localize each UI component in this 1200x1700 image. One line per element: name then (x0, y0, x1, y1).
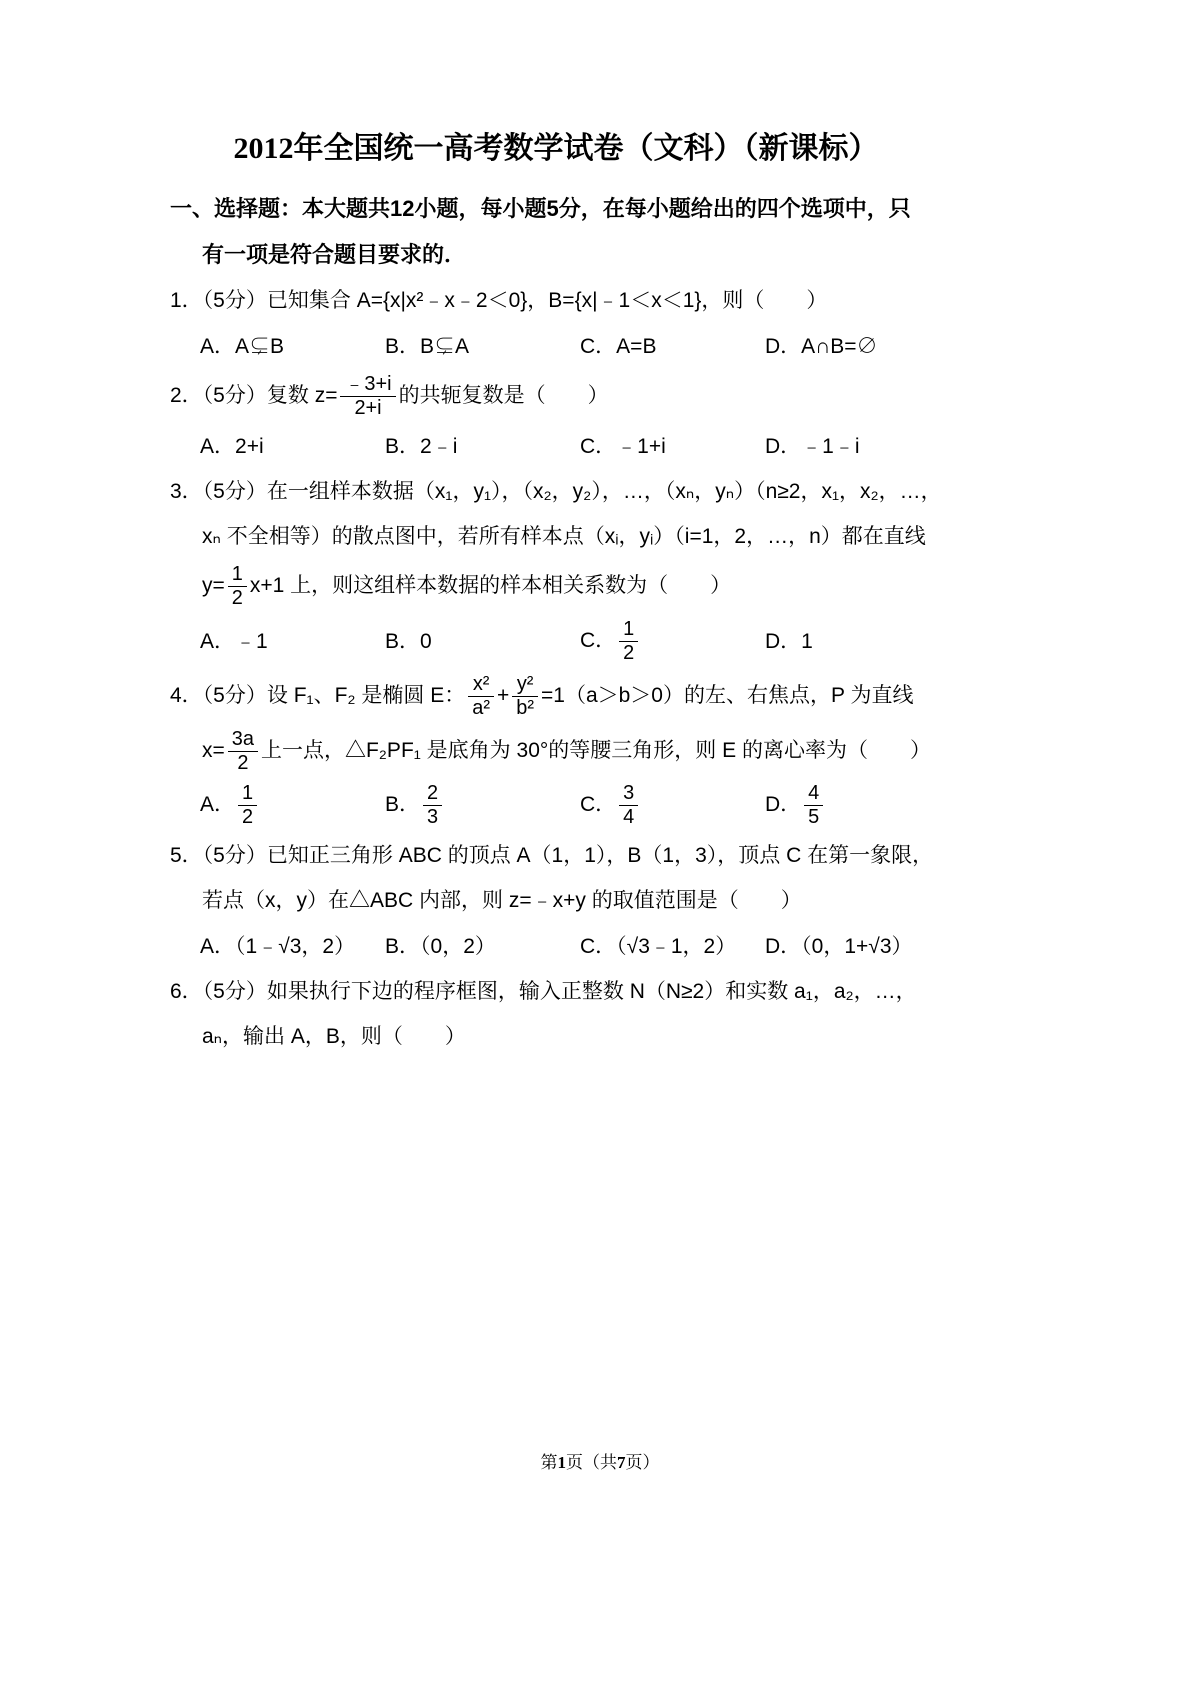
fraction-denominator: 2 (238, 805, 257, 829)
option-label: B． (385, 334, 421, 358)
footer-text: 页） (625, 1453, 660, 1472)
fraction (423, 782, 442, 829)
fraction-numerator: 1 (231, 562, 243, 585)
fraction-numerator: 3a (231, 727, 254, 750)
question-5-stem: 5．（5分）已知正三角形 ABC 的顶点 A（1，1），B（1，3），顶点 C 在第一象限，若点（x，y）在△ABC 内部，则 z=﹣x+y 的取值范围是（ ） (170, 844, 934, 913)
question-1 (170, 278, 942, 368)
option-text: ﹣1 (235, 629, 268, 653)
question-3 (170, 469, 942, 669)
option-text: 2﹣i (420, 434, 458, 458)
option-label: D． (765, 434, 802, 458)
stem-text: =1（a＞b＞0）的左、右焦点，P 为直线 x= (202, 683, 914, 762)
page-footer (0, 1448, 1200, 1473)
option-text: A=B (616, 334, 657, 358)
question-5 (170, 833, 942, 968)
fraction (228, 563, 247, 610)
fraction-numerator: ﹣3+i (344, 372, 392, 395)
fraction-denominator: 5 (804, 805, 823, 829)
option-text: 2+i (235, 434, 264, 458)
question-2-options (200, 424, 942, 469)
question-2-option-c (580, 424, 765, 469)
fraction-denominator: 2 (228, 751, 258, 775)
option-label: A． (200, 629, 236, 653)
fraction (238, 782, 257, 829)
stem-text: 4．（5分）设 F₁、F₂ 是椭圆 E： (170, 683, 466, 707)
option-text: （1﹣√3，2） (235, 934, 356, 958)
fraction (619, 618, 638, 665)
fraction (468, 673, 494, 720)
fraction-denominator: 2+i (340, 396, 395, 420)
option-label: D． (765, 934, 802, 958)
fraction-numerator: 1 (242, 782, 254, 805)
question-5-options (200, 924, 942, 969)
option-text: （0，2） (420, 934, 496, 958)
option-text: ﹣1+i (616, 434, 666, 458)
question-4-options (200, 778, 942, 833)
question-4-option-d (765, 778, 942, 833)
question-3-option-d (765, 619, 942, 664)
fraction-denominator: 3 (423, 805, 442, 829)
option-text: （√3﹣1，2） (616, 934, 737, 958)
question-4-option-b (385, 778, 580, 833)
option-text: ﹣1﹣i (801, 434, 860, 458)
question-4 (170, 669, 942, 834)
stem-text: 的共轭复数是（ ） (398, 383, 609, 407)
option-label: A． (200, 793, 236, 817)
question-2-option-a (200, 424, 385, 469)
option-label: A． (200, 334, 236, 358)
option-label: B． (385, 934, 421, 958)
question-1-option-c (580, 324, 765, 369)
stem-text: 上一点，△F₂PF₁ 是底角为 30°的等腰三角形，则 E 的离心率为（ ） (260, 738, 931, 762)
question-2-option-d (765, 424, 942, 469)
option-text: （0，1+√3） (801, 934, 913, 958)
question-1-stem: 1．（5分）已知集合 A={x|x²﹣x﹣2＜0}，B={x|﹣1＜x＜1}，则（ ） (170, 289, 828, 313)
footer-page-number: 1 (557, 1453, 566, 1472)
question-6 (170, 969, 942, 1059)
fraction (804, 782, 823, 829)
footer-total-pages: 7 (617, 1453, 626, 1472)
stem-text: 2．（5分）复数 z= (170, 383, 338, 407)
section-header (170, 186, 942, 278)
footer-text: 第 (540, 1453, 558, 1472)
fraction-denominator: 4 (619, 805, 638, 829)
question-5-option-d (765, 924, 942, 969)
option-label: B． (385, 434, 421, 458)
question-5-option-a (200, 924, 385, 969)
question-4-option-a (200, 778, 385, 833)
section-header-line1: 一、选择题：本大题共12小题，每小题5分，在每小题给出的四个选项中，只 (170, 196, 911, 221)
option-label: C． (580, 334, 617, 358)
question-6-stem: 6．（5分）如果执行下边的程序框图，输入正整数 N（N≥2）和实数 a₁，a₂，…，aₙ，输出 A，B，则（ ） (170, 979, 917, 1048)
option-label: C． (580, 934, 617, 958)
question-4-option-c (580, 778, 765, 833)
option-label: A． (200, 434, 236, 458)
exam-page-content (170, 128, 942, 1059)
page-title: 2012年全国统一高考数学试卷（文科）（新课标） (233, 132, 879, 165)
fraction-numerator: 1 (623, 617, 635, 640)
fraction-denominator: a² (468, 696, 494, 720)
option-label: C． (580, 628, 617, 652)
option-label: B． (385, 793, 421, 817)
option-text: A⊊B (235, 334, 285, 358)
fraction (512, 673, 538, 720)
option-label: B． (385, 629, 421, 653)
section-header-line2: 有一项是符合题目要求的． (202, 242, 467, 268)
option-label: D． (765, 793, 802, 817)
option-label: D． (765, 629, 802, 653)
question-4-stem (170, 669, 942, 779)
fraction-denominator: b² (512, 696, 538, 720)
fraction-denominator: 2 (228, 586, 247, 610)
plus-operator: + (497, 683, 510, 707)
option-text: B⊊A (420, 334, 470, 358)
question-3-options (200, 614, 942, 669)
option-label: A． (200, 934, 236, 958)
question-3-option-c (580, 614, 765, 669)
option-label: D． (765, 334, 802, 358)
fraction-numerator: x² (472, 672, 490, 695)
question-3-stem (170, 469, 942, 614)
fraction (340, 373, 395, 420)
question-2 (170, 369, 942, 469)
footer-text: 页（共 (566, 1453, 617, 1472)
question-1-option-b (385, 324, 580, 369)
option-text: A∩B=∅ (801, 334, 878, 358)
fraction-numerator: 3 (623, 782, 635, 805)
fraction-denominator: 2 (619, 641, 638, 665)
question-5-option-b (385, 924, 580, 969)
option-label: C． (580, 434, 617, 458)
stem-text: x+1 上，则这组样本数据的样本相关系数为（ ） (249, 573, 732, 597)
fraction (228, 728, 258, 775)
fraction (619, 782, 638, 829)
option-label: C． (580, 793, 617, 817)
question-3-option-b (385, 619, 580, 664)
question-1-options (200, 324, 942, 369)
option-text: 1 (801, 629, 813, 653)
stem-text: 3．（5分）在一组样本数据（x₁，y₁），（x₂，y₂），…，（xₙ，yₙ）（n≥2，x₁，x₂，…，xₙ 不全相等）的散点图中，若所有样本点（xᵢ，yᵢ）（i=1，2，…，n）都在直线 y= (170, 479, 942, 597)
fraction-numerator: y² (516, 672, 534, 695)
fraction-numerator: 2 (427, 782, 439, 805)
question-3-option-a (200, 619, 385, 664)
question-5-option-c (580, 924, 765, 969)
question-2-option-b (385, 424, 580, 469)
fraction-numerator: 4 (808, 782, 820, 805)
question-2-stem (170, 369, 942, 424)
question-1-option-d (765, 324, 942, 369)
option-text: 0 (420, 629, 432, 653)
question-1-option-a (200, 324, 385, 369)
